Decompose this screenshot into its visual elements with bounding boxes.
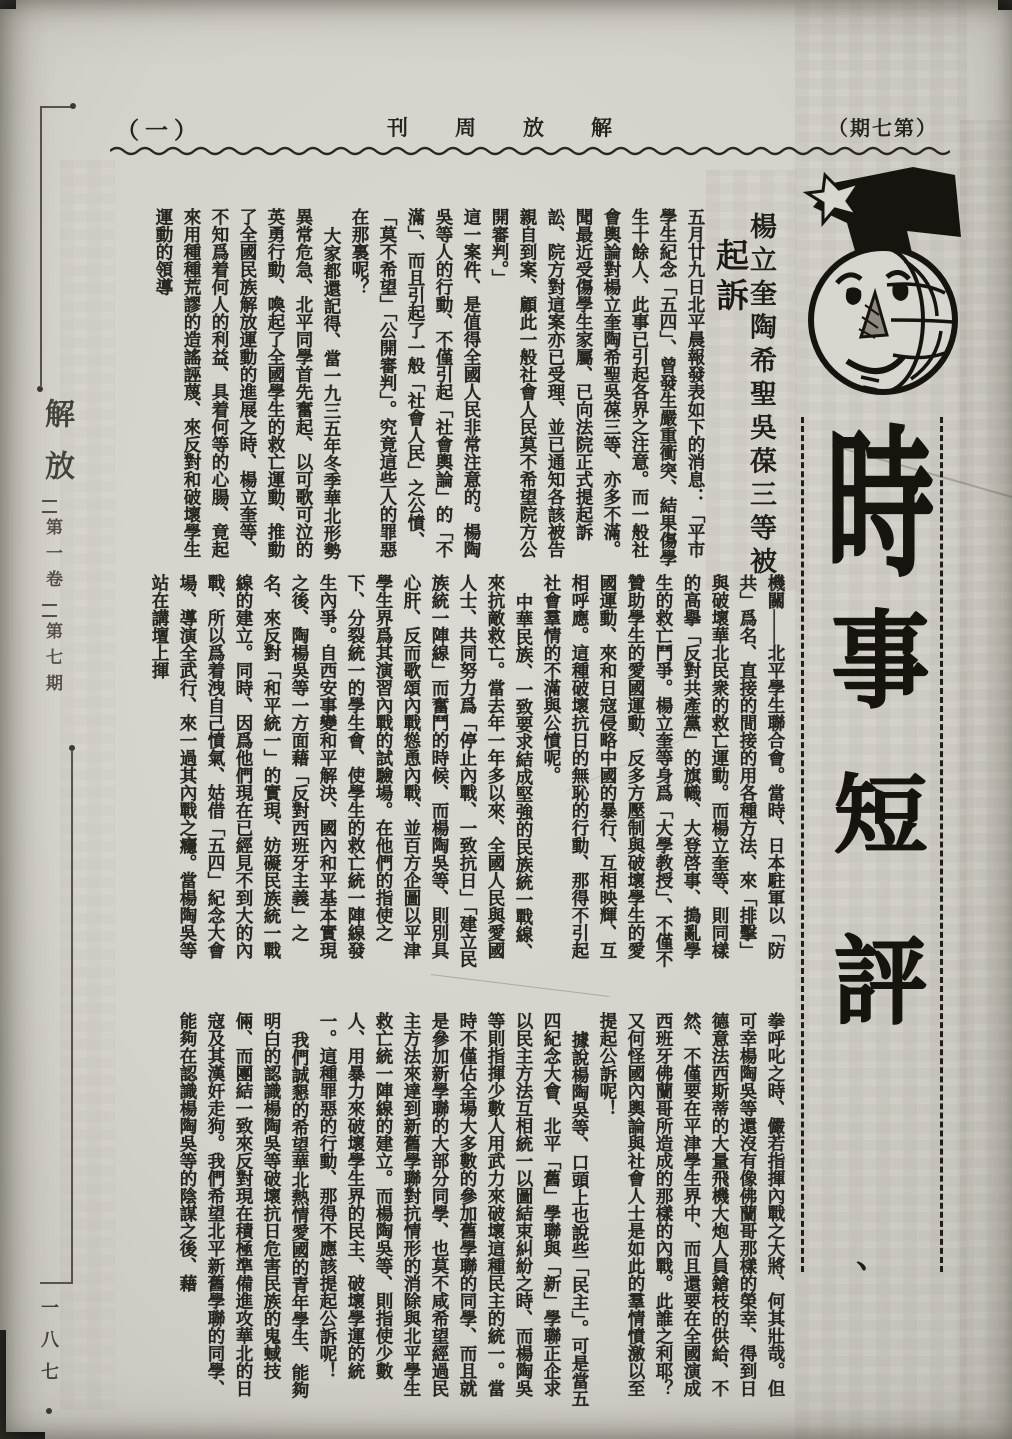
page-number-header: （一） [116,118,203,143]
paragraph: 據說楊陶吳等、口頭上也說些「民主」。可是當五四紀念大會、北平「舊」學聯與「新」學聯正企求以民主方法互相統一以圖結束糾紛之時、而楊陶吳等則指揮少數人用武力來破壞這種民主的統一。當時不僅佔全場大多數的參加舊學聯的同學、而且就是參加新學聯的大部分同學、也莫不咸希望經過民主方法來達到新舊學聯對抗情形的消除與北平學生救亡統一陣線的建立。而楊陶吳等、則指使少數人、用暴力來破壞學生界的民主、破壞學運的統一。這種罪惡的行動、那得不應該提起公訴呢！ [318,1012,590,1408]
scan-edge-mark [0,1330,6,1439]
sidebar-divider [42,604,57,617]
paragraph: 五月廿九日北平晨報發表如下的消息：「平市學生紀念「五四」、曾發生嚴重衝突、結果傷學生十餘人、此事已引起各界之注意。而一般社會輿論對楊立奎陶希聖吳葆三等、亦多不滿。聞最近受傷學生家屬、已向法院正式提起訴訟、院方對這案亦已受理、並已通知各該被告親自到案、顧此一般社會人民莫不希望院方公開審判。」 [490,208,706,567]
publication-name-header: 刊 周 放 解 [387,116,625,140]
paragraph: 這一案件、是值得全國人民非常注意的。楊陶吳等人的行動、不僅引起「社會輿論」的「不滿」、而且引起了一般「社會人民」之公憤、「莫不希望」「公開審判」。究竟這些人的罪惡在那裏呢？ [350,208,482,558]
article-title-second-line: 起訴 [711,238,747,318]
sidebar-dot [46,1408,52,1414]
masthead-char-duan: 短 [832,768,927,865]
paragraph: 機關——北平學生聯合會。當時、日本駐軍以「防共」爲名、直接的間接的用各種方法、來「排擊」與破壞華北民衆的救亡運動。而楊立奎等、則同樣的高擧「反對共產黨」的旗幟、大登啓事、搗亂學生的救亡鬥爭。楊立奎等身爲「大學教授」、不僅不贊助學生的愛國運動、反多方壓制與破壞學生的愛國運動、來和日寇侵略中國的暴行、互相映輝、互相呼應。這種破壞抗日的無恥的行動、那得不引起社會羣情的不滿與公憤呢。 [542,574,786,968]
sidebar-issue: 第七期 [43,622,62,700]
sidebar-magazine-title: 解放 [40,398,73,502]
sidebar-dot [37,386,43,392]
sidebar-dot [70,103,76,109]
masthead-column [795,165,965,1325]
sidebar-rule [40,106,73,108]
body-text-band-2 [118,574,790,968]
sidebar-divider [42,500,57,513]
wavy-rule [110,143,950,157]
scan-corner-mark [998,0,1012,10]
sidebar-volume: 第一卷 [43,518,62,596]
folio-page-number: 一八七 [39,1298,59,1394]
paragraph: 大家都還記得、當一九三五年冬季華北形勢異常危急、北平同學首先奮起、以可歌可泣的英勇行動、喚起了全國學生的救亡運動、推動了全國民族解放運動的進展之時、楊立奎等、不知爲着何人的利益、具着何等的心腸、竟起來用種種荒謬的造謠誣蔑、來反對和破壞學生運動的領導 [154,208,342,560]
ink-bleed-texture [60,160,115,1410]
masthead-char-ping: 評 [832,929,927,1036]
scan-edge-mark [0,1432,45,1439]
sidebar-rule [40,1282,73,1284]
globe-emblem [795,165,965,410]
paper-crease [431,974,610,997]
sidebar-rule [40,106,42,386]
body-text-band-3 [118,1012,790,1410]
article-title: 楊立奎陶希聖吳葆三等被 [746,212,776,581]
ink-bleed-texture [960,120,1012,1420]
masthead-comma-marks: 、 [829,1260,866,1300]
body-text-band-1 [118,208,710,570]
sidebar-rule [71,750,73,1283]
paragraph: 我們誠懇的希望華北熱情愛國的青年學生、能夠明白的認識楊陶吳等破壞抗日危害民族的鬼蜮技倆、而團結一致來反對現在積極準備進攻華北的日寇及其漢奸走狗。我們希望北平新舊學聯的同學、能夠在認識楊陶吳等的陰謀之後、藉 [178,1012,310,1399]
masthead-char-shi: 時 [825,418,934,597]
scan-corner-mark [0,0,16,9]
issue-number-header: （期七第） [828,118,938,140]
paragraph: 拳呼叱之時、儼若指揮內戰之大將、何其壯哉。但可幸楊陶吳等還沒有像佛蘭哥那樣的榮幸、得到日德意法西斯蒂的大量飛機大炮人員鎗枝的供給、不然、不僅要在平津學生界中、而且還要在全國演成西班牙佛蘭哥所造成的那樣的內戰。此誰之利耶？又何怪國內輿論與社會人士是如此的羣情憤激以至提起公訴呢！ [598,1012,786,1397]
masthead-char-shi2: 事 [830,604,929,722]
paragraph: 中華民族、一致要求結成堅強的民族統一戰線、來抗敵救亡。當去年一年多以來、全國人民與愛國人士、共同努力爲「停止內戰、一致抗日」「建立民族統一陣線」而奮鬥的時候、而楊陶吳等、則別具心肝、反而歌頌內戰慫恿內戰、並百方企圖以平津學生界爲其演習內戰的試驗場。在他們的指使之下、分裂統一的學生會、使學生的救亡統一陣線發生內爭。自西安事變和平解決、國內和平基本實現之後、陶楊吳等一方面藉「反對西班牙主義」之名、來反對「和平統一」的實現、妨礙民族統一戰線的建立。同時、因爲他們現在已經見不到大的內戰、所以爲着洩自己憤氣、姑借「五四」紀念大會場、導演全武行、來一過其內戰之癮。當楊陶吳等站在講壇上揮 [150,574,534,968]
